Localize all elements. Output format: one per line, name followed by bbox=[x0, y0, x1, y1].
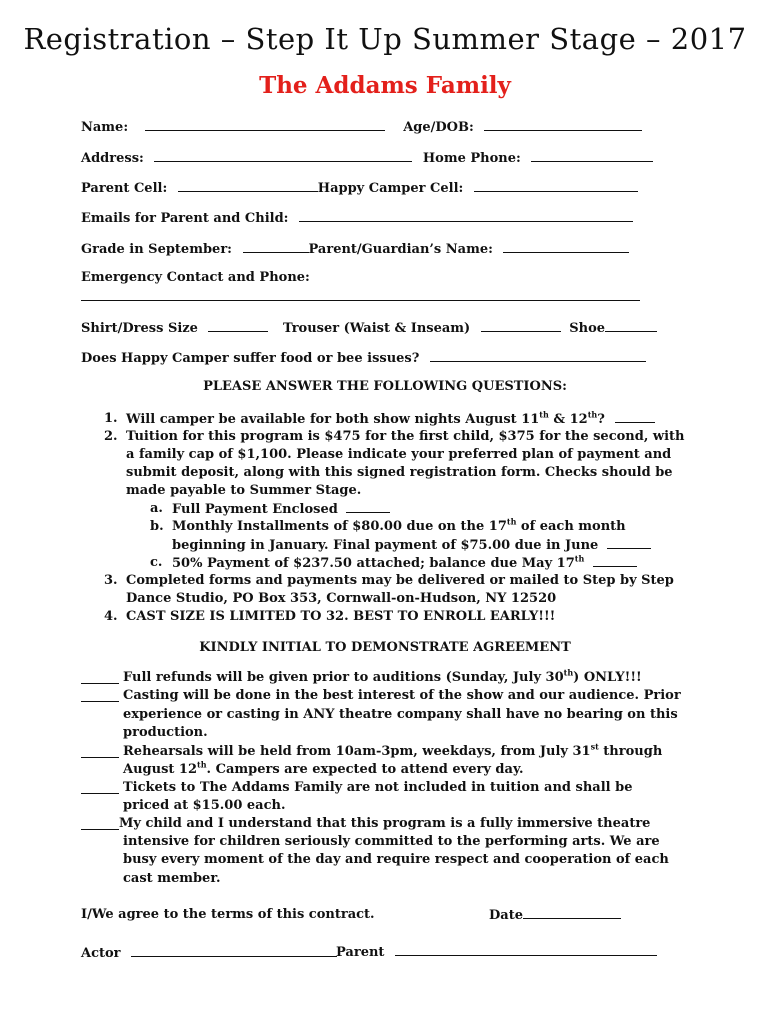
sizes-row bbox=[81, 319, 657, 336]
commitment-term-line-4: cast member. bbox=[123, 871, 221, 886]
initial-field-casting[interactable] bbox=[81, 690, 119, 702]
option-b-letter: b. bbox=[150, 519, 164, 534]
parent-label: Parent bbox=[336, 945, 385, 960]
age-dob-field[interactable] bbox=[484, 118, 642, 131]
food-field[interactable] bbox=[430, 349, 646, 362]
grade-label: Grade in September: bbox=[81, 242, 232, 257]
show-title: The Addams Family bbox=[259, 72, 511, 99]
camper-cell-field[interactable] bbox=[474, 179, 638, 192]
q2-line-3: submit deposit, along with this signed registration form. Checks should be bbox=[126, 465, 673, 480]
parent-row bbox=[336, 944, 657, 960]
option-c: 50% Payment of $237.50 attached; balance due May 17th bbox=[172, 555, 637, 571]
option-a-letter: a. bbox=[150, 501, 163, 516]
initial-field-rehearsals[interactable] bbox=[81, 746, 119, 758]
initial-field-tickets[interactable] bbox=[81, 782, 119, 794]
q3-line-2: Dance Studio, PO Box 353, Cornwall-on-Hudson, NY 12520 bbox=[126, 591, 557, 606]
tickets-term-line-1: Tickets to The Addams Family are not included in tuition and shall be bbox=[123, 780, 633, 795]
date-label: Date bbox=[489, 908, 523, 923]
guardian-label: Parent/Guardian’s Name: bbox=[308, 242, 493, 257]
q4-text: CAST SIZE IS LIMITED TO 32. BEST TO ENROLL EARLY!!! bbox=[126, 609, 556, 624]
food-label: Does Happy Camper suffer food or bee issues? bbox=[81, 351, 420, 366]
q1-text: Will camper be available for both show nights August 11th & 12th? bbox=[126, 411, 655, 427]
age-dob-label: Age/DOB: bbox=[403, 120, 474, 135]
option-a-field[interactable] bbox=[346, 501, 390, 513]
date-field[interactable] bbox=[523, 907, 621, 919]
q2-line-2: a family cap of $1,100. Please indicate your preferred plan of payment and bbox=[126, 447, 672, 462]
option-c-field[interactable] bbox=[593, 555, 637, 567]
commitment-term-line-2: intensive for children seriously committed to the performing arts. We are bbox=[123, 834, 660, 849]
cell-row bbox=[81, 179, 638, 196]
tickets-term-line-2: priced at $15.00 each. bbox=[123, 798, 286, 813]
trouser-label: Trouser (Waist & Inseam) bbox=[282, 321, 471, 336]
emails-row bbox=[81, 209, 633, 226]
option-b-line-2: beginning in January. Final payment of $75.00 due in June bbox=[172, 537, 651, 553]
option-b-field[interactable] bbox=[607, 537, 651, 549]
initial-field-commitment[interactable] bbox=[81, 818, 119, 830]
option-c-letter: c. bbox=[150, 555, 163, 570]
q2-line-4: made payable to Summer Stage. bbox=[126, 483, 362, 498]
casting-term-line-2: experience or casting in ANY theatre company shall have no bearing on this bbox=[123, 707, 678, 722]
guardian-field[interactable] bbox=[503, 240, 629, 253]
refunds-term: Full refunds will be given prior to auditions (Sunday, July 30th) ONLY!!! bbox=[123, 667, 642, 685]
q1-answer-field[interactable] bbox=[615, 411, 655, 423]
q2-line-1: Tuition for this program is $475 for the first child, $375 for the second, with bbox=[126, 429, 685, 444]
agreement-heading: KINDLY INITIAL TO DEMONSTRATE AGREEMENT bbox=[199, 640, 571, 655]
home-phone-label: Home Phone: bbox=[422, 151, 521, 166]
casting-term-line-1: Casting will be done in the best interest of the show and our audience. Prior bbox=[123, 688, 681, 703]
rehearsals-term-line-1: Rehearsals will be held from 10am-3pm, weekdays, from July 31st through bbox=[123, 741, 663, 759]
emergency-field[interactable] bbox=[81, 288, 640, 301]
address-field[interactable] bbox=[154, 149, 412, 162]
shirt-label: Shirt/Dress Size bbox=[81, 321, 198, 336]
address-row bbox=[81, 149, 653, 166]
commitment-term-line-1: My child and I understand that this program is a fully immersive theatre bbox=[119, 816, 651, 831]
option-a: Full Payment Enclosed bbox=[172, 501, 390, 517]
q4-number: 4. bbox=[104, 609, 118, 624]
name-field[interactable] bbox=[145, 118, 385, 131]
initial-field-refunds[interactable] bbox=[81, 672, 119, 684]
actor-row bbox=[81, 944, 337, 961]
grade-row bbox=[81, 240, 629, 257]
camper-cell-label: Happy Camper Cell: bbox=[317, 181, 464, 196]
shoe-field[interactable] bbox=[605, 319, 657, 332]
grade-field[interactable] bbox=[243, 240, 309, 253]
parent-cell-label: Parent Cell: bbox=[81, 181, 168, 196]
q1-number: 1. bbox=[104, 411, 118, 426]
shoe-label: Shoe bbox=[569, 321, 606, 336]
q3-number: 3. bbox=[104, 573, 118, 588]
casting-term-line-3: production. bbox=[123, 725, 208, 740]
actor-label: Actor bbox=[81, 946, 121, 961]
address-label: Address: bbox=[81, 151, 144, 166]
food-row bbox=[81, 349, 646, 366]
emails-field[interactable] bbox=[299, 209, 633, 222]
actor-signature-field[interactable] bbox=[131, 944, 337, 957]
trouser-field[interactable] bbox=[481, 319, 561, 332]
parent-cell-field[interactable] bbox=[178, 179, 318, 192]
date-row bbox=[489, 907, 621, 923]
rehearsals-term-line-2: August 12th. Campers are expected to attend every day. bbox=[123, 759, 524, 777]
parent-signature-field[interactable] bbox=[395, 944, 657, 956]
form-title: Registration – Step It Up Summer Stage – 2017 bbox=[23, 22, 747, 56]
agree-statement: I/We agree to the terms of this contract. bbox=[81, 907, 375, 922]
home-phone-field[interactable] bbox=[531, 149, 653, 162]
name-label: Name: bbox=[81, 120, 129, 135]
name-row bbox=[81, 118, 642, 135]
emails-label: Emails for Parent and Child: bbox=[81, 211, 289, 226]
q2-number: 2. bbox=[104, 429, 118, 444]
shirt-field[interactable] bbox=[208, 319, 268, 332]
commitment-term-line-3: busy every moment of the day and require respect and cooperation of each bbox=[123, 852, 669, 867]
q3-line-1: Completed forms and payments may be delivered or mailed to Step by Step bbox=[126, 573, 674, 588]
option-b-line-1: Monthly Installments of $80.00 due on the 17th of each month bbox=[172, 516, 626, 534]
emergency-label: Emergency Contact and Phone: bbox=[81, 270, 310, 285]
questions-heading: PLEASE ANSWER THE FOLLOWING QUESTIONS: bbox=[203, 379, 567, 394]
